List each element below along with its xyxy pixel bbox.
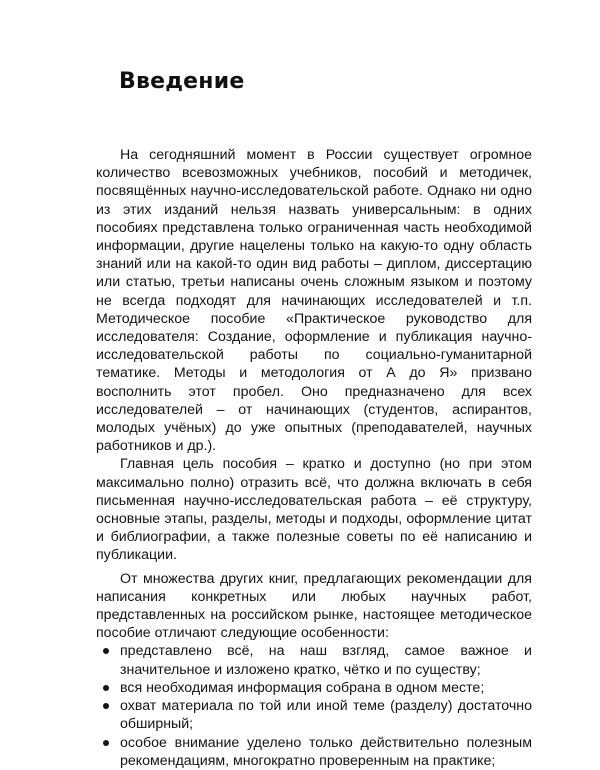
list-item <box>96 697 532 733</box>
list-item <box>96 734 532 770</box>
bullet-icon <box>103 703 109 709</box>
bullet-icon <box>103 685 109 691</box>
list-item <box>96 642 532 678</box>
list-item-text: представлено всё, на наш взгляд, самое важное и значительное и изложено кратко, чётко и по существу; <box>120 643 532 678</box>
features-list <box>96 642 532 769</box>
bullet-icon <box>103 740 109 746</box>
body-text <box>96 146 532 770</box>
chapter-heading: Введение <box>119 69 245 94</box>
paragraph-intro: На сегодняшний момент в России существует огромное количество всевозможных учебников, пособий и методичек, посвящённых научно-исследовательской работе. Однако ни одно из этих изданий нельзя назвать универсальным: в одних пособиях представлена только ограниченная часть необходимой информации, другие нацелены только на какую-то одну область знаний или на какой-то один вид работы – диплом, диссертацию или статью, третьи написаны очень сложным языком и поэтому не всегда подходят для начинающих исследователей и т.п. Методическое пособие «Практическое руководство для исследователя: Создание, оформление и публикация научно-исследовательской работы по социально-гуманитарной тематике. Методы и методология от А до Я» призвано восполнить этот пробел. Оно предназначено для всех исследователей – от начинающих (студентов, аспирантов, молодых учёных) до уже опытных (преподавателей, научных работников и др.). <box>96 147 532 455</box>
list-item-text: охват материала по той или иной теме (разделу) достаточно обширный; <box>120 698 532 733</box>
list-item-text: вся необходимая информация собрана в одном месте; <box>120 679 485 696</box>
bullet-icon <box>103 648 109 654</box>
list-item-text: особое внимание уделено только действительно полезным рекомендациям, многократно проверенным на практике; <box>120 734 532 769</box>
paragraph-goal: Главная цель пособия – кратко и доступно (но при этом максимально полно) отразить всё, что должна включать в себя письменная научно-исследовательская работа – её структуру, основные этапы, разделы, методы и подходы, оформление цитат и библиографии, а также полезные советы по её написанию и публикации. <box>96 456 532 564</box>
paragraph-features: От множества других книг, предлагающих рекомендации для написания конкретных или любых научных работ, представленных на российском рынке, настоящее методическое пособие отличают следующие особенности: <box>96 570 532 642</box>
list-item <box>96 679 532 697</box>
